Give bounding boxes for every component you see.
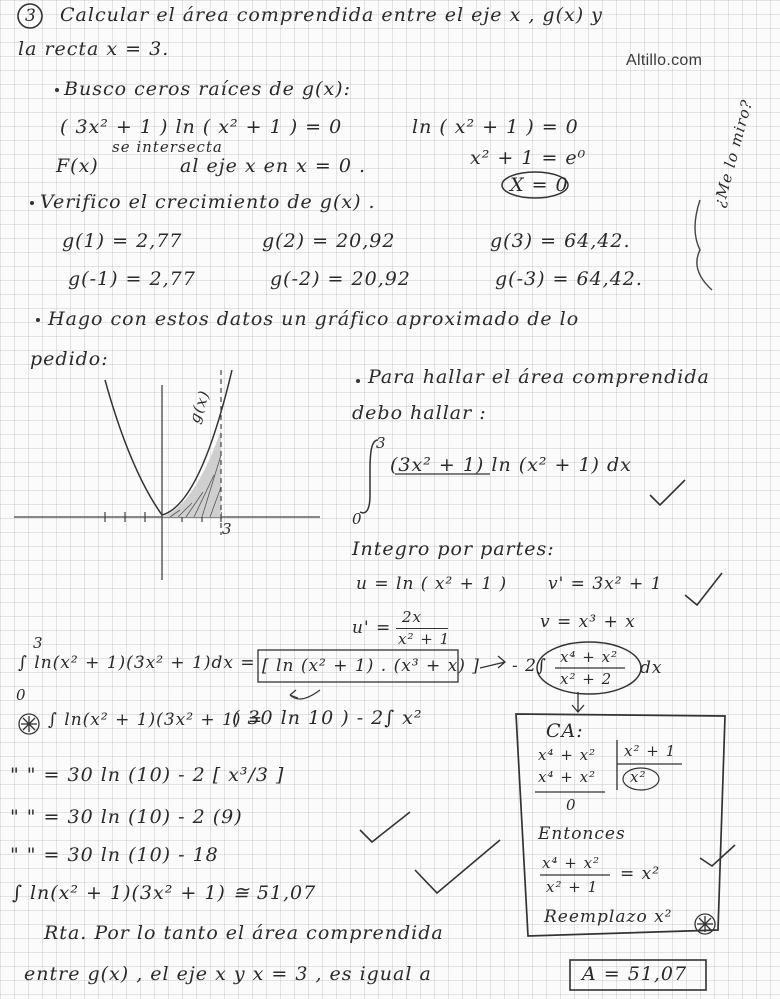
aside-dividend-2: x⁴ + x²: [538, 768, 597, 786]
parts-v: v = x³ + x: [540, 612, 636, 632]
aside-entonces: Entonces: [538, 824, 626, 844]
parts-du-lhs: u' =: [352, 618, 392, 638]
derivation-frac-den: x² + 2: [560, 670, 613, 688]
parts-du-den: x² + 1: [398, 630, 451, 648]
check-icon: [360, 812, 410, 842]
derivation-line-5: " " = 30 ln (10) - 18: [10, 844, 219, 866]
derivation-rhs: - 2∫: [512, 656, 547, 676]
answer-line-1: Rta. Por lo tanto el área comprendida: [44, 922, 444, 944]
derivation-dx: dx: [640, 658, 663, 678]
watermark: Altillo.com: [626, 52, 703, 69]
statement-line-2: la recta x = 3.: [18, 38, 170, 60]
intersect-note: se intersecta: [112, 138, 223, 156]
derivation-bracket: [ ln (x² + 1) . (x³ + x) ]: [262, 656, 480, 676]
integral-upper: 3: [376, 434, 387, 452]
check-icon: [650, 480, 685, 505]
aside-remainder: 0: [566, 796, 577, 814]
growth-value: g(3) = 64,42.: [490, 230, 631, 252]
limits-lower: 0: [16, 686, 27, 704]
arrow-right-icon: [480, 656, 505, 668]
derivation-line-1: ∫ ln(x² + 1)(3x² + 1)dx =: [18, 653, 256, 673]
problem-number: 3: [25, 6, 37, 26]
graph-x-mark: 3: [222, 520, 233, 538]
aside-title: CA:: [546, 720, 584, 742]
check-icon: [685, 573, 722, 605]
side-brace: [695, 200, 712, 290]
aside-quotient: x²: [630, 768, 647, 786]
parts-du-num: 2x: [402, 608, 423, 626]
answer-line-2: entre g(x) , el eje x y x = 3 , es igual a: [24, 963, 432, 985]
growth-value: g(-3) = 64,42.: [495, 268, 643, 290]
aside-frac-num: x⁴ + x²: [542, 854, 601, 872]
side-note: ¿Me lo miro?: [710, 97, 757, 210]
graph-intro-line-2: pedido:: [30, 348, 109, 370]
fraction-bar: [396, 628, 448, 629]
arrow-back-icon: [290, 690, 320, 699]
answer-result: A = 51,07: [582, 963, 688, 985]
parts-dv: v' = 3x² + 1: [548, 574, 663, 594]
area-line-2: debo hallar :: [352, 402, 487, 424]
growth-value: g(1) = 2,77: [62, 230, 183, 252]
function-graph: [14, 370, 320, 580]
limits-upper: 3: [33, 634, 44, 652]
intersect-label: F(x): [56, 155, 99, 177]
root-value: X = 0: [510, 174, 569, 196]
derivation-line-2: ∫ ln(x² + 1)(3x² + 1) =: [48, 710, 264, 730]
derivation-line-6: ∫ ln(x² + 1)(3x² + 1) ≅ 51,07: [12, 882, 317, 904]
statement-line-1: Calcular el área comprendida entre el eje x , g(x) y: [60, 4, 603, 26]
growth-value: g(-1) = 2,77: [68, 268, 196, 290]
roots-equation: ( 3x² + 1 ) ln ( x² + 1 ) = 0: [60, 116, 343, 138]
roots-header: Busco ceros raíces de g(x):: [64, 78, 351, 100]
intersect-rest: al eje x en x = 0 .: [180, 155, 367, 177]
aside-replace: Reemplazo x²: [544, 907, 673, 927]
asterisk-icon: [19, 714, 39, 734]
growth-value: g(2) = 20,92: [262, 230, 396, 252]
aside-frac-eq: = x²: [620, 864, 661, 884]
integrand: (3x² + 1) ln (x² + 1) dx: [390, 454, 632, 476]
roots-equation-right: ln ( x² + 1 ) = 0: [412, 116, 579, 138]
arrow-down-icon: [572, 692, 584, 712]
derivation-line-4: " " = 30 ln (10) - 2 (9): [10, 806, 243, 828]
parts-header: Integro por partes:: [352, 538, 555, 560]
curve-label: g(x): [185, 387, 214, 426]
growth-value: g(-2) = 20,92: [270, 268, 411, 290]
derivation-line-3: " " = 30 ln (10) - 2 [ x³/3 ]: [10, 764, 285, 786]
aside-frac-den: x² + 1: [546, 878, 599, 896]
aside-dividend: x⁴ + x²: [538, 746, 597, 764]
check-icon: [700, 845, 735, 866]
graph-intro-line-1: Hago con estos datos un gráfico aproximado de lo: [48, 308, 580, 330]
integral-lower: 0: [352, 510, 363, 528]
area-line-1: Para hallar el área comprendida: [368, 366, 710, 388]
derivation-line-2-rhs: ( 30 ln 10 ) - 2∫ x²: [232, 707, 423, 729]
aside-divisor: x² + 1: [624, 742, 677, 760]
check-icon: [415, 840, 500, 893]
growth-header: Verifico el crecimiento de g(x) .: [40, 191, 376, 213]
exp-equation: x² + 1 = e⁰: [470, 147, 587, 169]
parts-u: u = ln ( x² + 1 ): [356, 574, 508, 594]
derivation-frac-num: x⁴ + x²: [560, 648, 619, 666]
